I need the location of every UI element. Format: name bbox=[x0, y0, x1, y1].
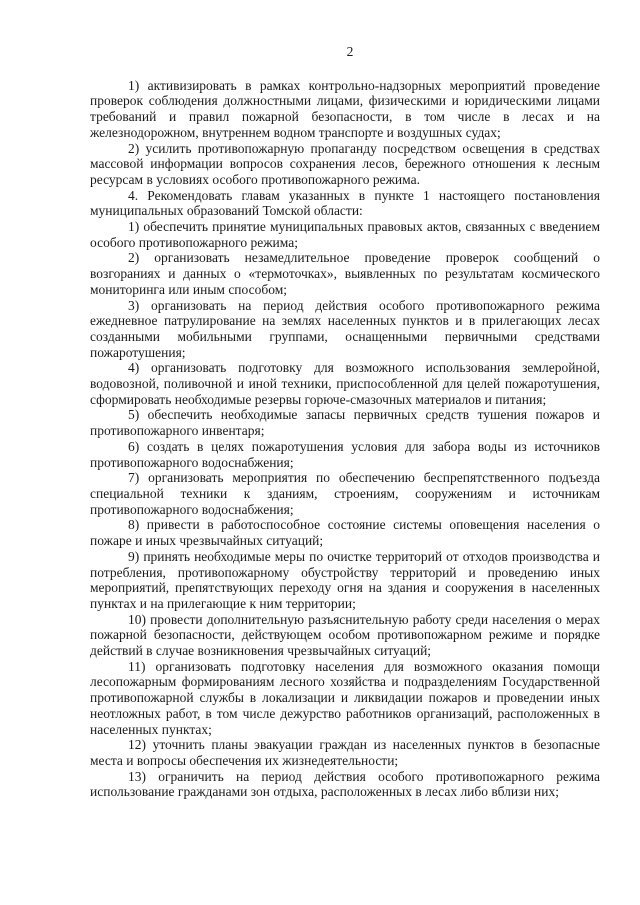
paragraph-waste-clearing: 9) принять необходимые меры по очистке территорий от отходов производства и потребления, противопожарному обустройству территорий и проведению иных мероприятий, препятствующих переходу огня на здания и сооружения в населенных пунктах и на прилегающие к ним территории; bbox=[90, 548, 600, 611]
paragraph-vehicle-access: 7) организовать мероприятия по обеспечению беспрепятственного подъезда специальной техники к зданиям, строениям, сооружениям и источникам противопожарного водоснабжения; bbox=[90, 470, 600, 517]
paragraph-water-supply: 6) создать в целях пожаротушения условия для забора воды из источников противопожарного водоснабжения; bbox=[90, 438, 600, 470]
paragraph-alert-systems: 8) привести в работоспособное состояние системы оповещения населения о пожаре и иных чрезвычайных ситуаций; bbox=[90, 517, 600, 549]
paragraph-legal-acts: 1) обеспечить принятие муниципальных правовых актов, связанных с введением особого противопожарного режима; bbox=[90, 219, 600, 250]
paragraph-patrols: 3) организовать на период действия особого противопожарного режима ежедневное патрулирование на землях населенных пунктов и в прилегающих лесах созданными мобильными группами, оснащенными первичными средствами пожаротушения; bbox=[90, 297, 600, 360]
paragraph-fire-supplies: 5) обеспечить необходимые запасы первичных средств тушения пожаров и противопожарного инвентаря; bbox=[90, 407, 600, 439]
paragraph-fire-propaganda: 2) усилить противопожарную пропаганду посредством освещения в средствах массовой информации вопросов сохранения лесов, бережного отношения к лесным ресурсам в условиях особого противопожарного режима. bbox=[90, 140, 600, 187]
paragraph-equipment: 4) организовать подготовку для возможного использования землеройной, водовозной, поливочной и иной техники, приспособленной для целей пожаротушения, сформировать необходимые резервы горюче-смазочных материалов и питания; bbox=[90, 360, 600, 407]
paragraph-recreation-restriction: 13) ограничить на период действия особого противопожарного режима использование гражданами зон отдыха, расположенных в лесах либо вблизи них; bbox=[90, 768, 600, 800]
paragraph-control-inspections: 1) активизировать в рамках контрольно-надзорных мероприятий проведение проверок соблюдения должностными лицами, физическими и юридическими лицами требований и правил пожарной безопасности, в том числе в лесах и на железнодорожном, внутреннем водном транспорте и воздушных судах; bbox=[90, 77, 600, 140]
page-number: 2 bbox=[346, 44, 354, 59]
paragraph-public-outreach: 10) провести дополнительную разъяснительную работу среди населения о мерах пожарной безопасности, действующем особом противопожарном режиме и порядке действий в случае возникновения чрезвычайных ситуаций; bbox=[90, 611, 600, 659]
paragraph-population-training: 11) организовать подготовку населения для возможного оказания помощи лесопожарным формированиям лесного хозяйства и подразделениям Государственной противопожарной службы в локализации и ликвидации пожаров и проведении иных неотложных работ, в том числе дежурство работников организаций, расположенных в населенных пунктах; bbox=[90, 658, 600, 737]
paragraph-section-4-heading: 4. Рекомендовать главам указанных в пункте 1 настоящего постановления муниципальных образований Томской области: bbox=[90, 187, 600, 219]
paragraph-inspections-fires: 2) организовать незамедлительное проведение проверок сообщений о возгораниях и данных о «термоточках», выявленных по результатам космического мониторинга или иным способом; bbox=[90, 250, 600, 297]
paragraph-evacuation-plans: 12) уточнить планы эвакуации граждан из населенных пунктов в безопасные места и вопросы обеспечения их жизнедеятельности; bbox=[90, 737, 600, 768]
